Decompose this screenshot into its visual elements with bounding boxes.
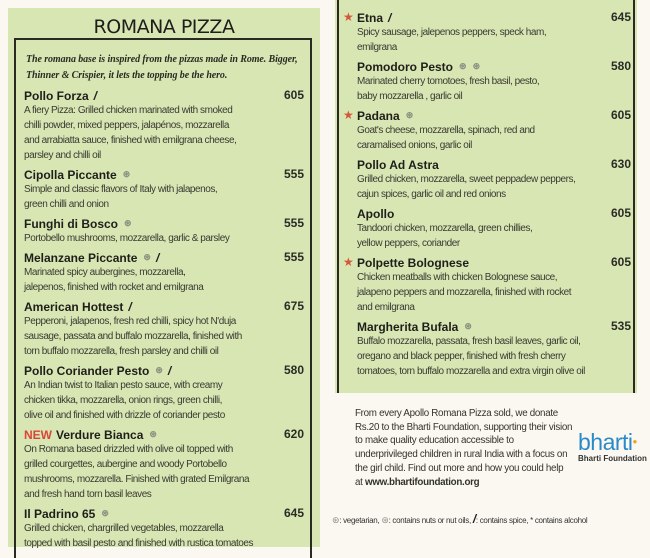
item-description <box>357 270 631 315</box>
description-line: Grilled chicken, mozzarella, sweet peppadew peppers, <box>357 174 576 185</box>
item-price: 555 <box>283 216 304 230</box>
item-header <box>24 299 304 314</box>
item-price: 630 <box>610 157 631 171</box>
item-name: American Hottest <box>24 299 124 314</box>
item-header <box>357 157 631 172</box>
item-price: 555 <box>283 167 304 181</box>
item-name: Cipolla Piccante <box>24 167 117 182</box>
veg-icon: ⊛ <box>124 218 132 228</box>
menu-title: ROMANA PIZZA <box>88 16 241 38</box>
item-price: 645 <box>283 506 304 520</box>
item-header <box>357 206 631 221</box>
menu-item <box>24 88 304 163</box>
veg-icon: ⊛ <box>101 508 109 518</box>
description-line: Buffalo mozzarella, passata, fresh basil leaves, garlic oil, <box>357 336 581 347</box>
item-description <box>24 378 304 423</box>
menu-item <box>24 427 304 502</box>
description-line: baby mozzarella , garlic oil <box>357 91 463 102</box>
description-line: Chicken meatballs with chicken Bolognese sauce, <box>357 272 558 283</box>
menu-item <box>357 59 631 104</box>
menu-item <box>24 167 304 212</box>
item-name: Pollo Coriander Pesto <box>24 363 150 378</box>
item-price: 605 <box>610 108 631 122</box>
legend-veg: : vegetarian, <box>339 516 380 525</box>
item-header <box>357 59 631 74</box>
item-description <box>24 265 304 295</box>
item-price: 605 <box>610 206 631 220</box>
description-line: Marinated spicy aubergines, mozzarella, <box>24 267 186 278</box>
item-description <box>357 172 631 202</box>
menu-item <box>343 255 631 315</box>
menu-item <box>343 10 631 55</box>
spice-icon: / <box>167 363 172 378</box>
veg-icon: ⊛ <box>149 429 157 439</box>
description-line: Goat's cheese, mozzarella, spinach, red and <box>357 125 535 136</box>
description-line: Grilled chicken, chargrilled vegetables, mozzarella <box>24 523 224 534</box>
description-line: An Indian twist to Italian pesto sauce, with creamy <box>24 380 223 391</box>
item-description <box>24 103 304 163</box>
star-icon: ★ <box>343 10 354 24</box>
item-name: Padana <box>357 108 400 123</box>
item-description <box>357 221 631 251</box>
item-header <box>357 108 631 123</box>
description-line: parsley and chilli oil <box>24 150 101 161</box>
item-name: Pomodoro Pesto <box>357 59 454 74</box>
item-price: 605 <box>610 255 631 269</box>
veg-icon: ⊛ <box>122 169 131 179</box>
item-description <box>24 442 304 502</box>
description-line: Marinated cherry tomotoes, fresh basil, pesto, <box>357 76 540 87</box>
description-line: chicken tikka, mozzarella, onion rings, green chilli, <box>24 395 222 406</box>
description-line: jalapeno peppers and mozzarella, finished with rocket <box>357 287 572 298</box>
item-header <box>357 255 631 270</box>
description-line: and fresh hand torn basil leaves <box>24 489 152 500</box>
bharti-logo <box>578 430 647 463</box>
description-line: grilled courgettes, aubergine and woody Portobello <box>24 459 227 470</box>
right-menu-panel <box>335 0 637 393</box>
description-line: torn buffalo mozzarella, fresh parsley and chilli oil <box>24 346 219 357</box>
nuts-icon: ⊛ <box>381 515 389 525</box>
description-line: chilli powder, mixed peppers, jalapénos, mozzarella <box>24 120 229 131</box>
description-line: Pepperoni, jalapenos, fresh red chilli, spicy hot N'duja <box>24 316 236 327</box>
right-menu-list <box>343 10 631 383</box>
menu-item <box>357 206 631 251</box>
description-line: and emilgrana <box>357 302 415 313</box>
description-line: Portobello mushrooms, mozzarella, garlic & parsley <box>24 233 230 244</box>
item-header <box>24 506 304 521</box>
item-price: 580 <box>283 363 304 377</box>
spice-icon: / <box>128 299 132 314</box>
veg-icon: ⊛ <box>332 515 340 525</box>
donation-text: From every Apollo Romana Pizza sold, we donate Rs.20 to the Bharti Foundation, supporting their vision to make quality education accessible to underprivileged children in rural India with a focus on the girl child. Find out more and how you could help at <box>355 408 573 488</box>
item-header <box>24 250 304 265</box>
logo-dot-icon: ● <box>632 437 637 446</box>
description-line: mushrooms, mozzarella. Finished with grated Emilgrana <box>24 474 250 485</box>
description-line: Tandoori chicken, mozzarella, green chillies, <box>357 223 533 234</box>
item-name: Etna <box>357 10 384 25</box>
item-price: 645 <box>610 10 631 24</box>
description-line: cajun spices, garlic oil and red onions <box>357 189 506 200</box>
item-description <box>357 74 631 104</box>
spice-icon: / <box>388 10 392 25</box>
item-description <box>357 25 631 55</box>
menu-item <box>24 216 304 246</box>
veg-icon: ⊛ <box>464 321 472 331</box>
left-menu-panel <box>8 8 320 547</box>
menu-item <box>24 363 304 423</box>
legend-spice: : contains spice, <box>475 516 529 525</box>
item-price: 555 <box>283 250 304 264</box>
menu-item <box>357 157 631 202</box>
foundation-link[interactable]: www.bhartifoundation.org <box>365 476 480 488</box>
description-line: oregano and black pepper, finished with fresh cherry <box>357 351 566 362</box>
veg-icon: ⊛ <box>405 110 414 120</box>
veg-icon: ⊛ <box>472 61 481 71</box>
item-header <box>357 10 631 25</box>
menu-intro: The romana base is inspired from the pizzas made in Rome. Bigger, Thinner & Crispier, it lets the topping be the hero. <box>26 54 298 81</box>
item-description <box>357 334 631 379</box>
item-name: Funghi di Bosco <box>24 216 118 231</box>
description-line: and arrabiatta sauce, finished with emilgrana cheese, <box>24 135 237 146</box>
star-icon: ★ <box>343 108 354 122</box>
new-badge: NEW <box>24 427 52 442</box>
item-header <box>357 319 631 334</box>
logo-word: bharti <box>578 429 633 455</box>
star-icon: ★ <box>343 255 354 269</box>
description-line: sausage, passata and buffalo mozzarella, finished with <box>24 331 242 342</box>
menu-item <box>24 299 304 359</box>
item-name: Margherita Bufala <box>357 319 459 334</box>
description-line: On Romana based drizzled with olive oil topped with <box>24 444 233 455</box>
menu-item <box>24 506 304 551</box>
menu-item <box>343 108 631 153</box>
item-header <box>24 216 304 231</box>
spice-icon: / <box>93 88 98 103</box>
donation-note <box>355 407 573 489</box>
item-name: Il Padrino 65 <box>24 506 96 521</box>
description-line: Spicy sausage, jalepenos peppers, speck ham, <box>357 27 547 38</box>
left-menu-list <box>24 88 304 555</box>
item-price: 535 <box>610 319 631 333</box>
item-description <box>24 231 304 246</box>
item-description <box>24 182 304 212</box>
veg-icon: ⊛ <box>155 365 163 375</box>
item-name: Melanzane Piccante <box>24 250 138 265</box>
spice-icon: / <box>472 512 476 526</box>
item-header <box>24 167 304 182</box>
description-line: caramalised onions, garlic oil <box>357 140 472 151</box>
item-name: Pollo Ad Astra <box>357 157 439 172</box>
description-line: emilgrana <box>357 42 397 53</box>
item-description <box>357 123 631 153</box>
item-header <box>24 88 304 103</box>
spice-icon: / <box>155 250 160 265</box>
item-header <box>24 363 304 378</box>
item-price: 620 <box>283 427 304 441</box>
item-price: 605 <box>283 88 304 102</box>
item-name: Verdure Bianca <box>56 427 144 442</box>
item-description <box>24 314 304 359</box>
description-line: topped with basil pesto and finished with rustica tomatoes <box>24 538 254 549</box>
legend <box>332 514 648 526</box>
description-line: green chilli and onion <box>24 199 109 210</box>
menu-item <box>357 319 631 379</box>
legend-alcohol: * contains alcohol <box>530 516 588 525</box>
item-price: 580 <box>610 59 631 73</box>
description-line: A fiery Pizza: Grilled chicken marinated with smoked <box>24 105 233 116</box>
description-line: tomatoes, torn buffalo mozzarella and extra virgin olive oil <box>357 366 585 377</box>
legend-nuts: : contains nuts or nut oils, <box>388 516 471 525</box>
item-name: Apollo <box>357 206 395 221</box>
item-header <box>24 427 304 442</box>
description-line: olive oil and finished with drizzle of coriander pesto <box>24 410 225 421</box>
description-line: Simple and classic flavors of Italy with jalapenos, <box>24 184 218 195</box>
description-line: jalepenos, finished with rocket and emilgrana <box>24 282 204 293</box>
menu-item <box>24 250 304 295</box>
description-line: yellow peppers, coriander <box>357 238 460 249</box>
logo-name: Bharti Foundation <box>578 454 647 463</box>
item-name: Polpette Bolognese <box>357 255 470 270</box>
item-name: Pollo Forza <box>24 88 89 103</box>
item-price: 675 <box>283 299 304 313</box>
veg-icon: ⊛ <box>143 252 151 262</box>
veg-icon: ⊛ <box>459 61 467 71</box>
